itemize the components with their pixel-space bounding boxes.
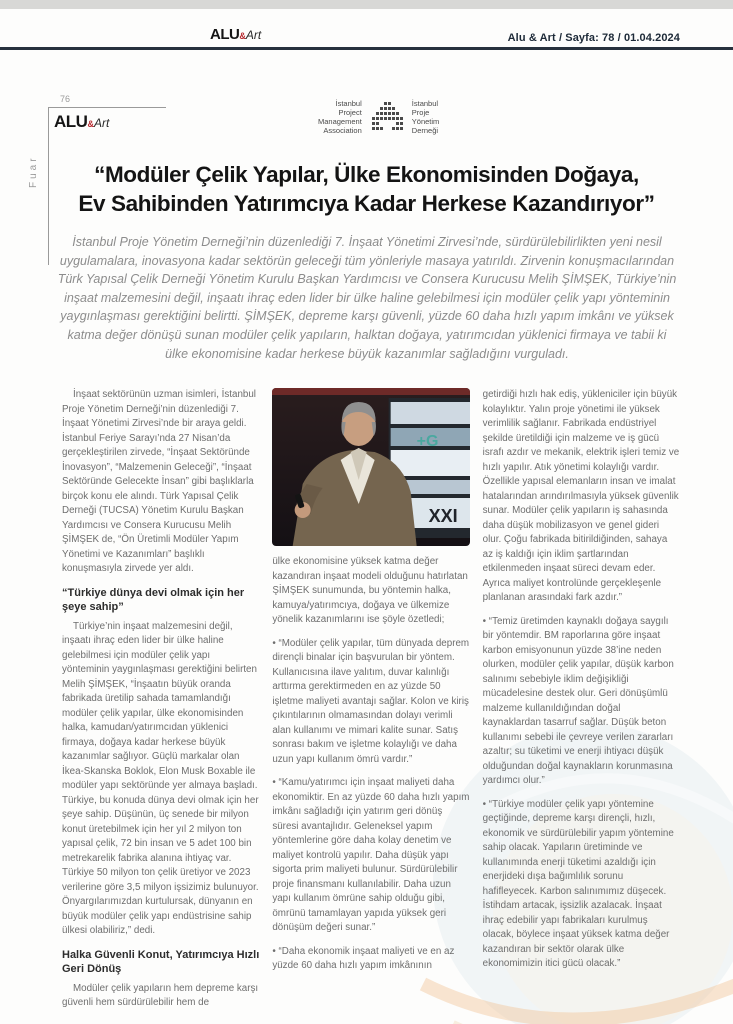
article-lead: İstanbul Proje Yönetim Derneği’nin düzenlediği 7. İnşaat Yönetimi Zirvesi’nde, sürdürülebilirlikten yeni nesil uygulamalara, inovasyona kadar sektörün geleceği tüm yönleriyle masaya yatırıldı. Zirvenin konuşmacılarından Türk Yapısal Çelik Derneği Yönetim Kurulu Başkan Yardımcısı ve Consera Kurucusu Melih ŞİMŞEK, Türkiye’nin inşaat malzemesini değil, inşaatı ihraç eden lider bir ülke haline gelebilmesi için modüler çelik yapı yönteminin yaygınlaşması gerektiğini belirtti. ŞİMŞEK, depreme karşı güvenli, yüzde 60 daha hızlı yapım imkânı ve yüksek katma değer dönüşü sunan modüler çelik yapıların, halktan doğaya, yatırımcıdan yüklenici firmaya ve tabii ki ülke ekonomisine kadar herkese büyük kazanımlar sağladığını vurguladı. (57, 235, 677, 361)
assoc-line: Management (318, 117, 362, 126)
dot-pyramid-icon (367, 101, 407, 133)
masthead-page-info: Alu & Art / Sayfa: 78 / 01.04.2024 (507, 32, 680, 44)
speaker-photo (272, 388, 469, 546)
masthead-alu-art-logo (210, 26, 261, 44)
subheading-halka-guvenli-konut: Halka Güvenli Konut, Yatırımcıya Hızlı Geri Dönüş (62, 948, 260, 975)
assoc-line: Association (323, 126, 362, 135)
logo-ampersand: & (87, 119, 94, 129)
margin-alu-art-logo (54, 112, 109, 132)
bullet-paragraph: • “Türkiye modüler çelik yapı yöntemine geçtiğinde, depreme karşı dirençli, hızlı, ekonomik ve sürdürülebilir yapım yöntemine sahip olacak. Yapıların üretiminde ve kullanımında enerji tüketimi azaldığı için enerjideki dışa bağımlılık sorunu hafifleyecek. Karbon salınımımız düşecek. İstihdam artacak, işsizlik azalacak. İnşaat ihraç edebilir yapı fabrikaları kurulmuş olacak, böylece inşaat yüksek katma değer kazandıran bir sektör olarak ülke ekonomimizin itici gücü olacak.” (482, 798, 674, 969)
logo-alu-text: ALU (210, 26, 240, 43)
assoc-line: İstanbul (411, 99, 439, 108)
association-logo (318, 99, 439, 135)
margin-frame-top-line (48, 107, 166, 108)
article-body (62, 388, 680, 1020)
paragraph: Türkiye’nin inşaat malzemesini değil, inşaatı ihraç eden lider bir ülke haline gelebilmesi için modüler çelik yapı yönteminin yaygınlaşması gerektiğini belirten Melih ŞİMŞEK, “İnşaatın büyük oranda fabrikada üretilip sahada tamamlandığı modüler çelik yapılar, ülke ekonomisinden halka, kamudan/yatırımcıdan yüklenici firmaya, doğaya kadar herkese büyük kazanımlar sağlıyor. Güçlü markalar olan İkea-Skanska Boklok, Elon Musk Boxable ile modüler yapı sektöründe yer almaya başladı. Türkiye, bu konuda dünya devi olmak için her şeye sahip. Düşünün, üç senede bir milyon konut üretebilmek için her yıl 2 milyon ton yapısal çelik, 72 bin insan ve 5 adet 100 bin metrekarelik fabrika alanına ihtiyaç var. Türkiye 50 milyon ton çelik üretiyor ve 2023 verilerine göre 3,5 milyon işsizimiz bulunuyor. Önyargılarımızdan kurtulursak, dünyanın en büyük modüler çelik yapı endüstrisine sahip ülkesi olabiliriz,” dedi. (62, 620, 259, 936)
speaker-photo-illustration (272, 388, 469, 546)
masthead-divider (0, 47, 733, 50)
logo-art-text: Art (93, 116, 110, 130)
paragraph: İnşaat sektörünün uzman isimleri, İstanbul Proje Yönetim Derneği’nin düzenlediği 7. İnşaat Yönetimi Zirvesi’nde bir araya geldi. İstanbul Feriye Sarayı’nda 27 Nisan’da gerçekleştirilen zirvede, “İnşaat Sektöründe İnovasyon”, “Malzemenin Geleceği”, “İnşaat Sektöründe Gelecekte İnsan” gibi başlıklarla birçok konu ele alındı. Türk Yapısal Çelik Derneği (TUCSA) Yönetim Kurulu Başkan Yardımcısı ve Consera Kurucusu Melih ŞİMŞEK de, “Ön Üretimli Modüler Yapım Yönetimi ve Kazanımları” başlıklı konuşmasıyla zirvede yer aldı. (62, 389, 256, 574)
paragraph: Modüler çelik yapıların hem depreme karşı güvenli hem sürdürülebilir hem de (62, 982, 259, 1008)
bullet-paragraph: • “Daha ekonomik inşaat maliyeti ve en az yüzde 60 daha hızlı yapım imkânının (272, 945, 455, 971)
assoc-line: Project (338, 108, 362, 117)
bullet-paragraph: • “Modüler çelik yapılar, tüm dünyada deprem dirençli binalar için başvurulan bir yöntem. Kullanıcısına ilave yalıtım, duvar kalınlığı arttırma gerektirmeden en az yüzde 50 işletme maliyeti avantajı sağlar. Kolon ve kiriş çıkıntılarının olmamasından dolayı verimli alan kullanımı ve mimari kalite sunar. Satış sonrası bakım ve işletme kolaylığı ve daha uzun yapı kullanım ömrü vardır.” (272, 637, 470, 765)
screen-label-bottom: XXI (428, 506, 459, 526)
bullet-paragraph: • “Kamu/yatırımcı için inşaat maliyeti daha ekonomiktir. En az yüzde 60 daha hızlı yapım imkânı sağladığı için yatırım geri dönüş süresi avantajlıdır. Geleneksel yapım yöntemlerine göre daha kolay denetim ve maliyet kontrolü yapılır. Daha düşük yapı sigorta prim maliyeti bulunur. Sürdürülebilir proje finansmanı kullanılabilir. Daha uzun yapı kullanım ömrüne sahip olduğu gibi, ömrünü tamamlayan yapıda yüksek geri dönüşüm değeri sunar.” (272, 777, 470, 933)
page-top-edge (0, 0, 733, 9)
assoc-line: Proje (411, 108, 430, 117)
screen-label-top: +G (416, 433, 439, 450)
assoc-line: Derneği (411, 126, 439, 135)
bullet-paragraph: • “Temiz üretimden kaynaklı doğaya saygılı bir yöntemdir. BM raporlarına göre inşaat karbon emisyonunun yüzde 38’ine neden olurken, modüler çelik yapılar, düşük karbon salınımı sebebiyle iklim değişikliği mücadelesine destek olur. Geri dönüşümlü malzeme kullanıldığından doğal kaynaklardan tasarruf sağlar. Düşük beton kullanımı sebebi ile çevreye verilen zararları azaltır; su tüketimi ve enerji ihtiyacı düşük olduğundan doğal kaynakların korunmasına yardımcı olur.” (482, 615, 674, 786)
logo-art-text: Art (245, 28, 262, 42)
assoc-line: Yönetim (411, 117, 440, 126)
association-name-en (318, 99, 362, 135)
paragraph: ülke ekonomisine yüksek katma değer kazandıran inşaat modeli olduğunu hatırlatan ŞİMŞEK sunumunda, bu yöntemin halka, kamuya/yatırımcıya, doğaya ve ülkemize yönelik kazanımlarını ise şöyle özetledi; (272, 556, 468, 625)
subheading-turkiye-dunya-devi: “Türkiye dünya devi olmak için her şeye sahip” (62, 586, 245, 613)
logo-alu-text: ALU (54, 112, 88, 131)
column-3 (483, 388, 680, 1020)
headline-line-1: “Modüler Çelik Yapılar, Ülke Ekonomisinden Doğaya, (94, 162, 639, 187)
page-number: 76 (60, 94, 71, 104)
column-1 (62, 388, 259, 1020)
assoc-line: İstanbul (335, 99, 362, 108)
column-2 (272, 388, 469, 1020)
headline-line-2: Ev Sahibinden Yatırımcıya Kadar Herkese Kazandırıyor” (78, 191, 655, 216)
association-name-tr (412, 99, 440, 135)
logo-ampersand: & (239, 31, 246, 41)
section-label-fuar: Fuar (28, 155, 39, 188)
paragraph: getirdiği hızlı hak ediş, yükleniciler için büyük kolaylıktır. Yalın proje yönetimi ile yüksek verimlilik sağlanır. Fabrikada endüstriyel şekilde üretildiği için malzeme ve iş gücü israfı azdır ve mekanik, elektrik işleri temiz ve hızlı yapılır. Atık yönetimi kolaylığı vardır. Özellikle yapısal elemanların insan ve imalat hatalarından arındırılmasıyla yüksek güvenlik sunar. Modüler çelik yapıların iş sahasında daha düşük mobilizasyon ve genel gideri olur. Çoğu fabrikada bitirildiğinden, sahaya az iş kaldığı için iklim şartlarından etkilenmeden inşaat süreci devam eder. Ayrıca maliyet kontrolünde gerçekleşenle planlanan arasındaki fark azdır.” (482, 389, 680, 603)
article-headline (40, 160, 693, 218)
